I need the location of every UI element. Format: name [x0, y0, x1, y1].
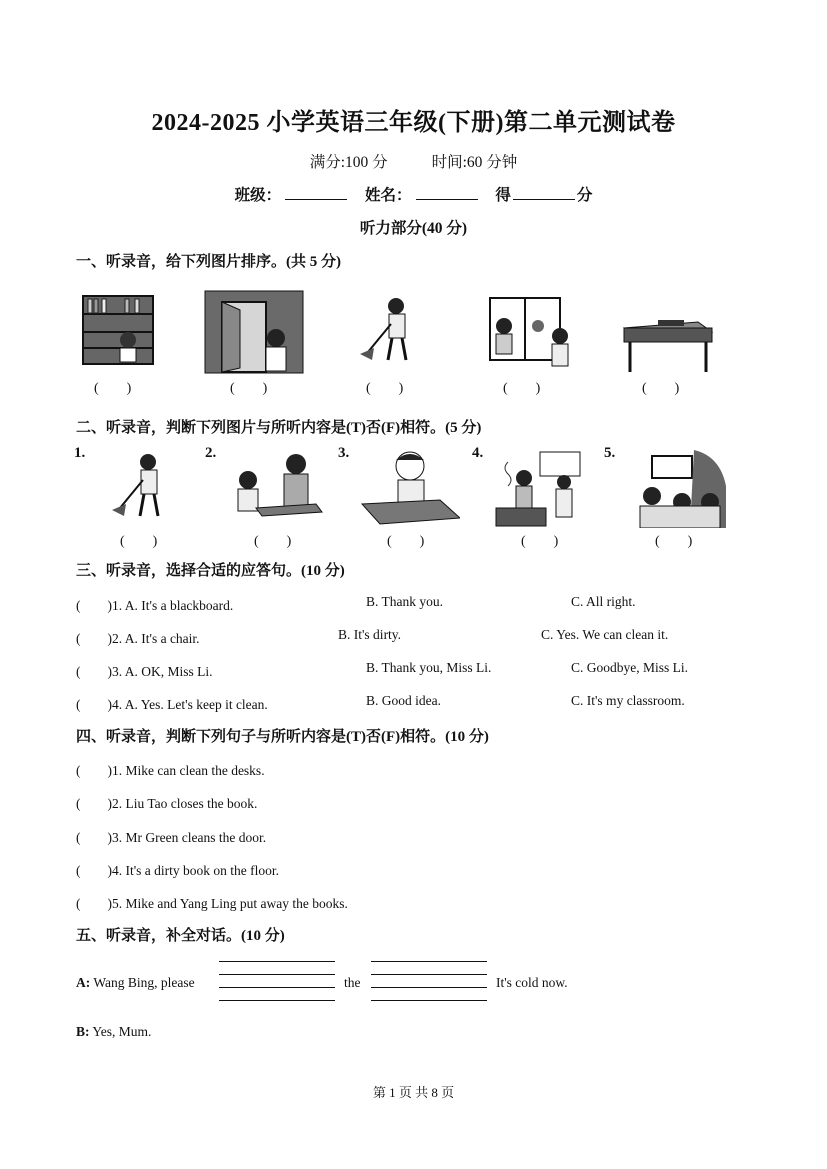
girl-sweeping-picture	[110, 450, 176, 518]
item-number: 3.	[338, 445, 350, 461]
question-lead[interactable]: ( )3.	[76, 664, 123, 679]
dialogue-b-text: Yes, Mum.	[92, 1024, 152, 1039]
answer-paren[interactable]: ( )	[642, 381, 680, 396]
dialogue-b	[76, 1024, 151, 1040]
name-label: 姓名：	[364, 187, 412, 204]
page-footer: 第 1 页 共 8 页	[372, 1085, 455, 1100]
outdoor-sign-picture	[630, 446, 728, 528]
time-limit: 时间:60 分钟	[431, 154, 518, 171]
dialogue-a-end: It's cold now.	[496, 975, 568, 990]
section-3-title: 三、听录音，选择合适的应答句。(10 分)	[76, 563, 345, 579]
speaker-b: B:	[76, 1024, 90, 1039]
answer-paren[interactable]: ( )	[94, 381, 132, 396]
item-number: 4.	[472, 445, 484, 461]
choice-row	[76, 660, 213, 680]
name-blank[interactable]	[416, 186, 478, 200]
question-lead[interactable]: ( )2.	[76, 631, 123, 646]
page-title: 2024-2025 小学英语三年级(下册)第二单元测试卷	[151, 110, 676, 136]
answer-line[interactable]	[219, 987, 335, 988]
full-score: 满分:100 分	[309, 154, 388, 171]
option-c: C. Yes. We can clean it.	[541, 627, 669, 642]
item-number: 1.	[74, 445, 86, 461]
judge-item[interactable]: ( )1. Mike can clean the desks.	[76, 763, 265, 778]
answer-line[interactable]	[371, 987, 487, 988]
class-blank[interactable]	[285, 186, 347, 200]
option-c: C. All right.	[571, 594, 636, 609]
listening-part-title: 听力部分(40 分)	[359, 220, 468, 237]
boy-and-woman-picture	[226, 452, 326, 526]
answer-paren[interactable]: ( )	[503, 381, 541, 396]
answer-paren[interactable]: ( )	[366, 381, 404, 396]
student-info	[0, 183, 827, 205]
score-label: 得	[495, 187, 511, 204]
cleaning-window-picture	[482, 296, 578, 374]
exam-meta	[0, 150, 827, 172]
answer-line[interactable]	[219, 1000, 335, 1001]
boy-wiping-desk-picture	[360, 446, 460, 526]
answer-paren[interactable]: ( )	[521, 534, 559, 549]
option-b: B. Thank you, Miss Li.	[366, 660, 492, 675]
open-door-picture	[204, 290, 304, 374]
class-label: 班级：	[234, 187, 282, 204]
dialogue-a-mid: the	[344, 975, 361, 990]
option-c: C. It's my classroom.	[571, 693, 685, 708]
answer-line[interactable]	[371, 961, 487, 962]
option-a: A. It's a chair.	[124, 631, 200, 646]
teacher-desk-picture	[618, 310, 714, 374]
item-number: 2.	[205, 445, 217, 461]
section-1-title: 一、听录音，给下列图片排序。(共 5 分)	[76, 254, 341, 270]
answer-line[interactable]	[371, 1000, 487, 1001]
option-b: B. It's dirty.	[338, 627, 402, 642]
option-a: A. Yes. Let's keep it clean.	[124, 697, 268, 712]
girl-sweeping-picture	[358, 294, 428, 364]
judge-item[interactable]: ( )4. It's a dirty book on the floor.	[76, 863, 280, 878]
answer-paren[interactable]: ( )	[655, 534, 693, 549]
section-4-title: 四、听录音，判断下列句子与所听内容是(T)否(F)相符。(10 分)	[76, 729, 489, 745]
option-b: B. Thank you.	[366, 594, 443, 609]
answer-paren[interactable]: ( )	[387, 534, 425, 549]
judge-item[interactable]: ( )2. Liu Tao closes the book.	[76, 796, 258, 811]
choice-row	[76, 693, 268, 713]
judge-item[interactable]: ( )3. Mr Green cleans the door.	[76, 830, 267, 845]
answer-paren[interactable]: ( )	[230, 381, 268, 396]
answer-line[interactable]	[219, 974, 335, 975]
question-lead[interactable]: ( )1.	[76, 598, 123, 613]
item-number: 5.	[604, 445, 616, 461]
option-a: A. OK, Miss Li.	[124, 664, 213, 679]
bookshelf-boy-picture	[80, 290, 160, 368]
answer-paren[interactable]: ( )	[120, 534, 158, 549]
smoky-kitchen-picture	[494, 448, 588, 528]
score-blank[interactable]	[513, 186, 575, 200]
choice-row	[76, 594, 233, 614]
option-b: B. Good idea.	[366, 693, 441, 708]
option-a: A. It's a blackboard.	[124, 598, 234, 613]
dialogue-a	[76, 975, 195, 991]
answer-line[interactable]	[219, 961, 335, 962]
answer-paren[interactable]: ( )	[254, 534, 292, 549]
question-lead[interactable]: ( )4.	[76, 697, 123, 712]
answer-line[interactable]	[371, 974, 487, 975]
judge-item[interactable]: ( )5. Mike and Yang Ling put away the books.	[76, 896, 348, 911]
score-unit: 分	[576, 187, 593, 204]
speaker-a: A:	[76, 975, 91, 990]
dialogue-a-text: Wang Bing, please	[93, 975, 195, 990]
option-c: C. Goodbye, Miss Li.	[571, 660, 689, 675]
section-2-title: 二、听录音，判断下列图片与所听内容是(T)否(F)相符。(5 分)	[76, 420, 482, 436]
choice-row	[76, 627, 200, 647]
section-5-title: 五、听录音，补全对话。(10 分)	[76, 928, 285, 944]
